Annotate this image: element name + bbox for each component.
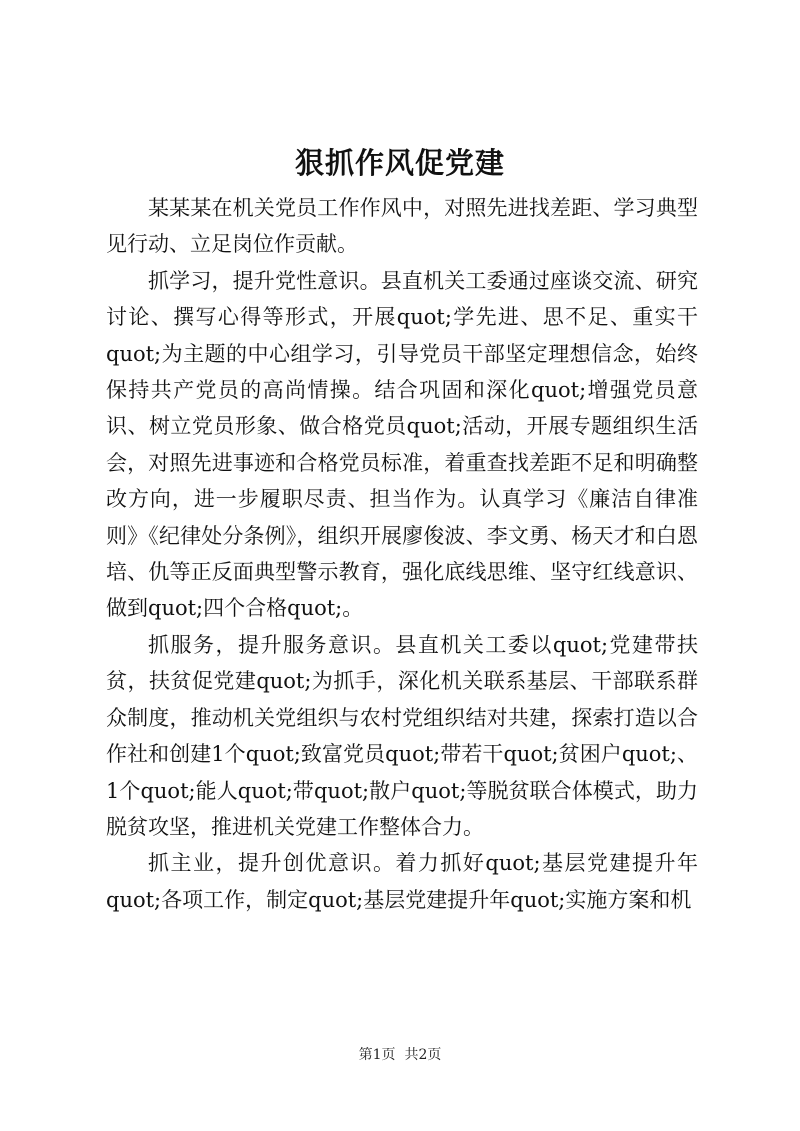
paragraph-main-work: 抓主业，提升创优意识。着力抓好quot;基层党建提升年quot;各项工作，制定quot;基层党建提升年quot;实施方案和机 — [106, 851, 698, 912]
paragraph-service: 抓服务，提升服务意识。县直机关工委以quot;党建带扶贫，扶贫促党建quot;为抓手，深化机关联系基层、干部联系群众制度，推动机关党组织与农村党组织结对共建，探索打造以合作社和创建1个quot;致富党员quot;带若干quot;贫困户quot;、1个quot;能人quot;带quot;散户quot;等脱贫联合体模式，助力脱贫攻坚，推进机关党建工作整体合力。 — [106, 632, 698, 839]
paragraph-intro: 某某某在机关党员工作作风中，对照先进找差距、学习典型见行动、立足岗位作贡献。 — [106, 196, 698, 257]
document-title: 狠抓作风促党建 — [294, 146, 505, 180]
page-footer — [0, 1045, 800, 1065]
document-body — [106, 190, 698, 918]
paragraph-study: 抓学习，提升党性意识。县直机关工委通过座谈交流、研究讨论、撰写心得等形式，开展quot;学先进、思不足、重实干quot;为主题的中心组学习，引导党员干部坚定理想信念，始终保持共产党员的高尚情操。结合巩固和深化quot;增强党员意识、树立党员形象、做合格党员quot;活动，开展专题组织生活会，对照先进事迹和合格党员标准，着重查找差距不足和明确整改方向，进一步履职尽责、担当作为。认真学习《廉洁自律准则》《纪律处分条例》，组织开展廖俊波、李文勇、杨天才和白恩培、仇等正反面典型警示教育，强化底线思维、坚守红线意识、做到quot;四个合格quot;。 — [106, 268, 698, 621]
page-number-label: 第1页 共2页 — [358, 1047, 442, 1063]
